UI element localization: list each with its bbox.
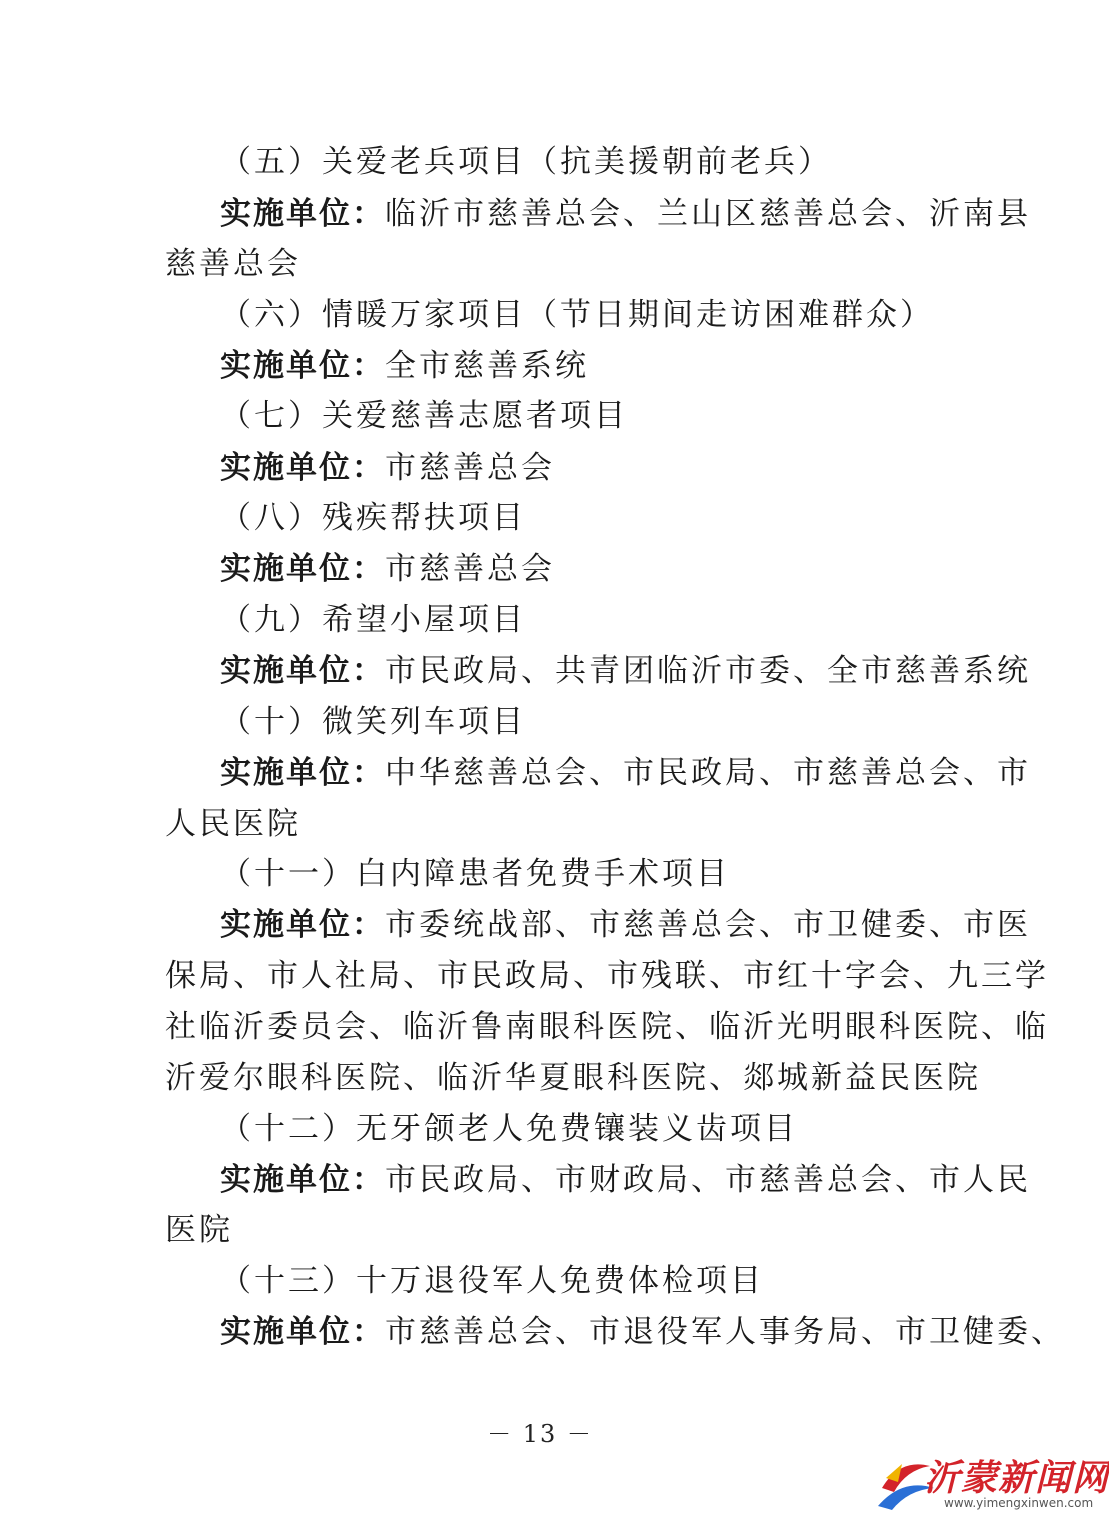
continuation-line: 医院 — [165, 1212, 233, 1248]
implementing-units: 实施单位：市慈善总会、市退役军人事务局、市卫健委、 — [220, 1314, 1065, 1350]
implementing-units: 实施单位：市委统战部、市慈善总会、市卫健委、市医 — [220, 907, 1031, 943]
implementing-units: 实施单位：全市慈善系统 — [220, 348, 589, 384]
unit-label: 实施单位： — [220, 907, 385, 943]
continuation-line: 社临沂委员会、临沂鲁南眼科医院、临沂光明眼科医院、临 — [165, 1009, 1049, 1045]
page-number: － 13 － — [487, 1420, 593, 1448]
continuation-line: 沂爱尔眼科医院、临沂华夏眼科医院、郯城新益民医院 — [165, 1060, 981, 1096]
unit-label: 实施单位： — [220, 450, 385, 486]
continuation-line: 人民医院 — [165, 806, 301, 842]
unit-label: 实施单位： — [220, 755, 385, 791]
unit-label: 实施单位： — [220, 348, 385, 384]
section-heading: （八）残疾帮扶项目 — [220, 500, 526, 536]
section-heading: （九）希望小屋项目 — [220, 602, 526, 638]
section-heading: （十一）白内障患者免费手术项目 — [220, 856, 730, 892]
implementing-units: 实施单位：市慈善总会 — [220, 551, 555, 587]
section-heading: （五）关爱老兵项目（抗美援朝前老兵） — [220, 144, 832, 180]
continuation-line: 慈善总会 — [165, 246, 301, 282]
implementing-units: 实施单位：临沂市慈善总会、兰山区慈善总会、沂南县 — [220, 196, 1031, 232]
unit-label: 实施单位： — [220, 1314, 385, 1350]
site-watermark — [872, 1448, 1109, 1518]
section-heading: （十三）十万退役军人免费体检项目 — [220, 1263, 764, 1299]
section-heading: （十二）无牙颌老人免费镶装义齿项目 — [220, 1111, 798, 1147]
unit-label: 实施单位： — [220, 653, 385, 689]
section-heading: （七）关爱慈善志愿者项目 — [220, 398, 628, 434]
section-heading: （六）情暖万家项目（节日期间走访困难群众） — [220, 297, 934, 333]
unit-label: 实施单位： — [220, 551, 385, 587]
implementing-units: 实施单位：中华慈善总会、市民政局、市慈善总会、市 — [220, 755, 1031, 791]
section-heading: （十）微笑列车项目 — [220, 704, 526, 740]
implementing-units: 实施单位：市民政局、共青团临沂市委、全市慈善系统 — [220, 653, 1031, 689]
implementing-units: 实施单位：市民政局、市财政局、市慈善总会、市人民 — [220, 1162, 1031, 1198]
implementing-units: 实施单位：市慈善总会 — [220, 450, 555, 486]
watermark-title: 沂蒙新闻网 — [924, 1458, 1109, 1499]
continuation-line: 保局、市人社局、市民政局、市残联、市红十字会、九三学 — [165, 958, 1049, 994]
unit-label: 实施单位： — [220, 1162, 385, 1198]
unit-label: 实施单位： — [220, 196, 385, 232]
watermark-url: www.yimengxinwen.com — [944, 1496, 1094, 1510]
